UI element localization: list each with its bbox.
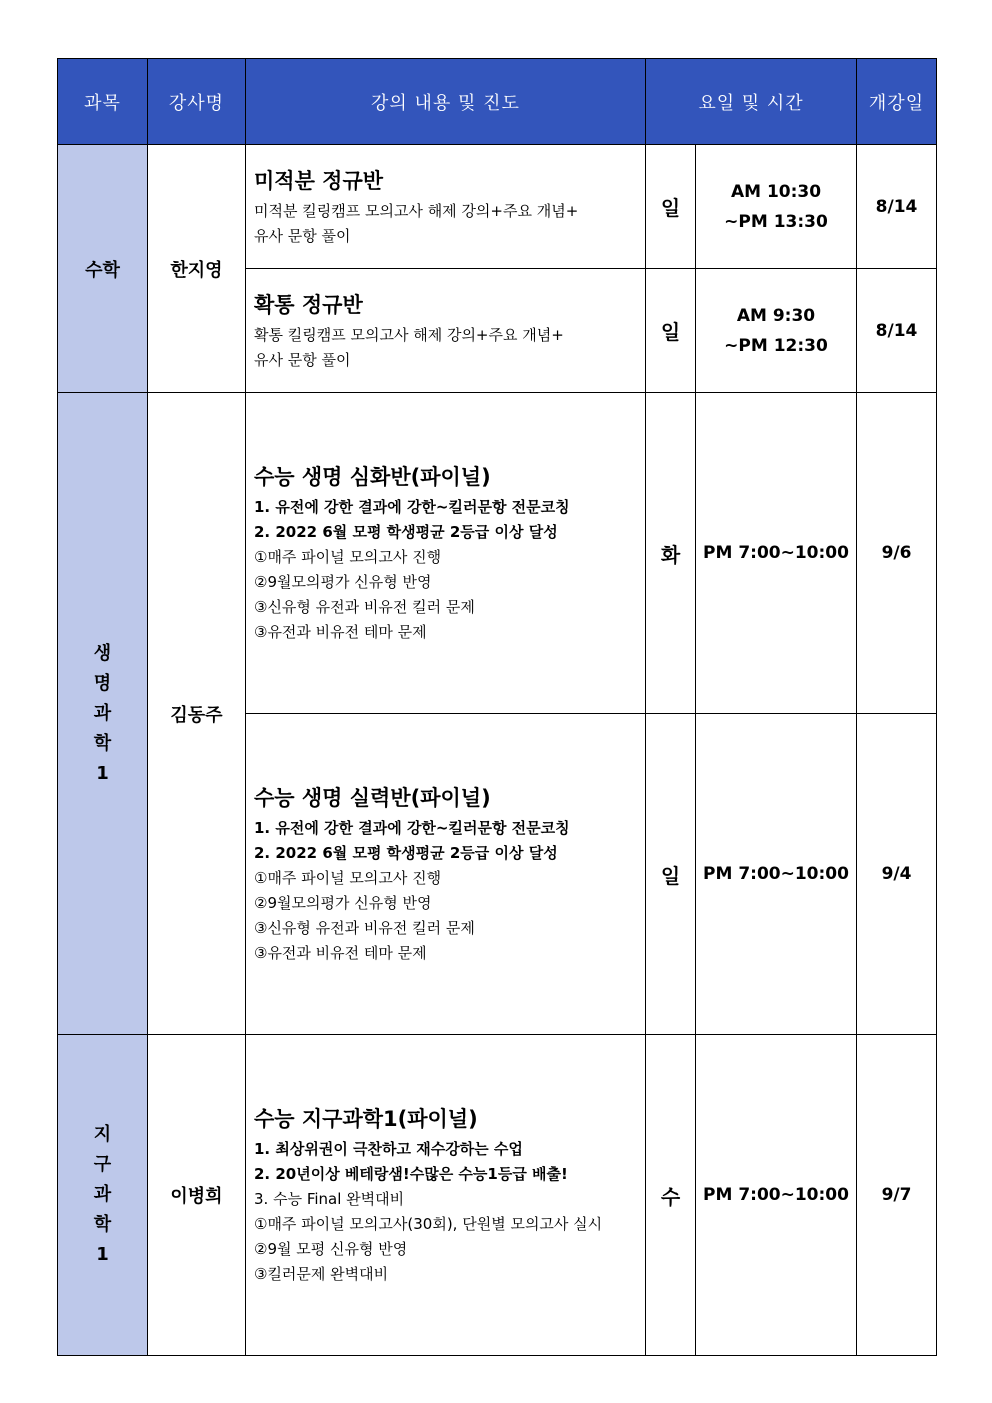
course-description [246, 145, 646, 269]
course-day: 일 [646, 269, 696, 393]
header-subject: 과목 [58, 59, 148, 145]
course-time [696, 145, 857, 269]
teacher-name: 한지영 [148, 145, 246, 393]
course-line: ②9월모의평가 신유형 반영 [254, 894, 432, 912]
course-start-date: 9/7 [857, 1035, 937, 1356]
course-time: PM 7:00~10:00 [696, 1035, 857, 1356]
course-line: ③유전과 비유전 테마 문제 [254, 944, 427, 962]
course-description [246, 269, 646, 393]
course-line: ①매주 파이널 모의고사 진행 [254, 548, 442, 566]
subject-char: 생 [93, 642, 112, 664]
course-line: 2. 2022 6월 모평 학생평균 2등급 이상 달성 [254, 844, 558, 862]
course-line: 확통 킬링캠프 모의고사 해제 강의+주요 개념+ [254, 325, 564, 344]
course-title: 확통 정규반 [254, 292, 363, 317]
course-title: 수능 생명 심화반(파이널) [254, 465, 491, 489]
course-day: 화 [646, 393, 696, 714]
course-line: 유사 문항 풀이 [254, 350, 351, 369]
subject-char: 학 [93, 1214, 112, 1235]
schedule-table [57, 58, 937, 1356]
course-start-date: 8/14 [857, 269, 937, 393]
course-line: ②9월 모평 신유형 반영 [254, 1240, 408, 1258]
subject-char: 지 [93, 1124, 112, 1145]
course-time: PM 7:00~10:00 [696, 714, 857, 1035]
course-line: ③신유형 유전과 비유전 킬러 문제 [254, 919, 475, 937]
course-title: 수능 생명 실력반(파이널) [254, 786, 491, 810]
course-line: ③킬러문제 완벽대비 [254, 1265, 389, 1283]
header-schedule: 요일 및 시간 [646, 59, 857, 145]
course-description [246, 1035, 646, 1356]
header-teacher: 강사명 [148, 59, 246, 145]
course-day: 수 [646, 1035, 696, 1356]
table-row [58, 393, 937, 714]
subject-char: 1 [96, 1244, 109, 1265]
header-row [58, 59, 937, 145]
course-description [246, 714, 646, 1035]
table-row [58, 145, 937, 269]
teacher-name: 이병희 [148, 1035, 246, 1356]
course-day: 일 [646, 714, 696, 1035]
time-end: ~PM 12:30 [724, 335, 828, 356]
course-line: ③신유형 유전과 비유전 킬러 문제 [254, 598, 475, 616]
course-line: 1. 유전에 강한 결과에 강한~킬러문항 전문코칭 [254, 498, 570, 516]
subject-char: 명 [93, 672, 112, 694]
subject-char: 구 [93, 1154, 112, 1175]
course-description [246, 393, 646, 714]
course-line: ②9월모의평가 신유형 반영 [254, 573, 432, 591]
course-start-date: 9/6 [857, 393, 937, 714]
time-start: AM 10:30 [730, 181, 822, 202]
course-line: 3. 수능 Final 완벽대비 [254, 1190, 405, 1208]
course-line: 1. 유전에 강한 결과에 강한~킬러문항 전문코칭 [254, 819, 570, 837]
subject-char: 학 [93, 732, 112, 754]
subject-char: 과 [93, 702, 112, 724]
time-start: AM 9:30 [736, 305, 816, 326]
course-start-date: 9/4 [857, 714, 937, 1035]
course-time [696, 269, 857, 393]
course-line: ①매주 파이널 모의고사 진행 [254, 869, 442, 887]
header-start: 개강일 [857, 59, 937, 145]
course-title: 수능 지구과학1(파이널) [254, 1107, 478, 1131]
header-content: 강의 내용 및 진도 [246, 59, 646, 145]
teacher-name: 김동주 [148, 393, 246, 1035]
subject-cell [58, 1035, 148, 1356]
course-line: ③유전과 비유전 테마 문제 [254, 623, 427, 641]
subject-char: 1 [96, 762, 109, 784]
course-title: 미적분 정규반 [254, 168, 384, 193]
subject-cell [58, 145, 148, 393]
course-line: 1. 최상위권이 극찬하고 재수강하는 수업 [254, 1140, 523, 1158]
course-line: 미적분 킬링캠프 모의고사 해제 강의+주요 개념+ [254, 201, 579, 220]
course-time: PM 7:00~10:00 [696, 393, 857, 714]
course-line: ①매주 파이널 모의고사(30회), 단원별 모의고사 실시 [254, 1215, 603, 1233]
course-start-date: 8/14 [857, 145, 937, 269]
course-line: 2. 2022 6월 모평 학생평균 2등급 이상 달성 [254, 523, 558, 541]
table-row [58, 1035, 937, 1356]
subject-char: 과 [93, 1184, 112, 1205]
course-line: 2. 20년이상 베테랑샘!수많은 수능1등급 배출! [254, 1165, 568, 1183]
subject-label: 수학 [85, 259, 120, 281]
time-end: ~PM 13:30 [724, 211, 828, 232]
subject-cell [58, 393, 148, 1035]
course-line: 유사 문항 풀이 [254, 226, 351, 245]
course-day: 일 [646, 145, 696, 269]
